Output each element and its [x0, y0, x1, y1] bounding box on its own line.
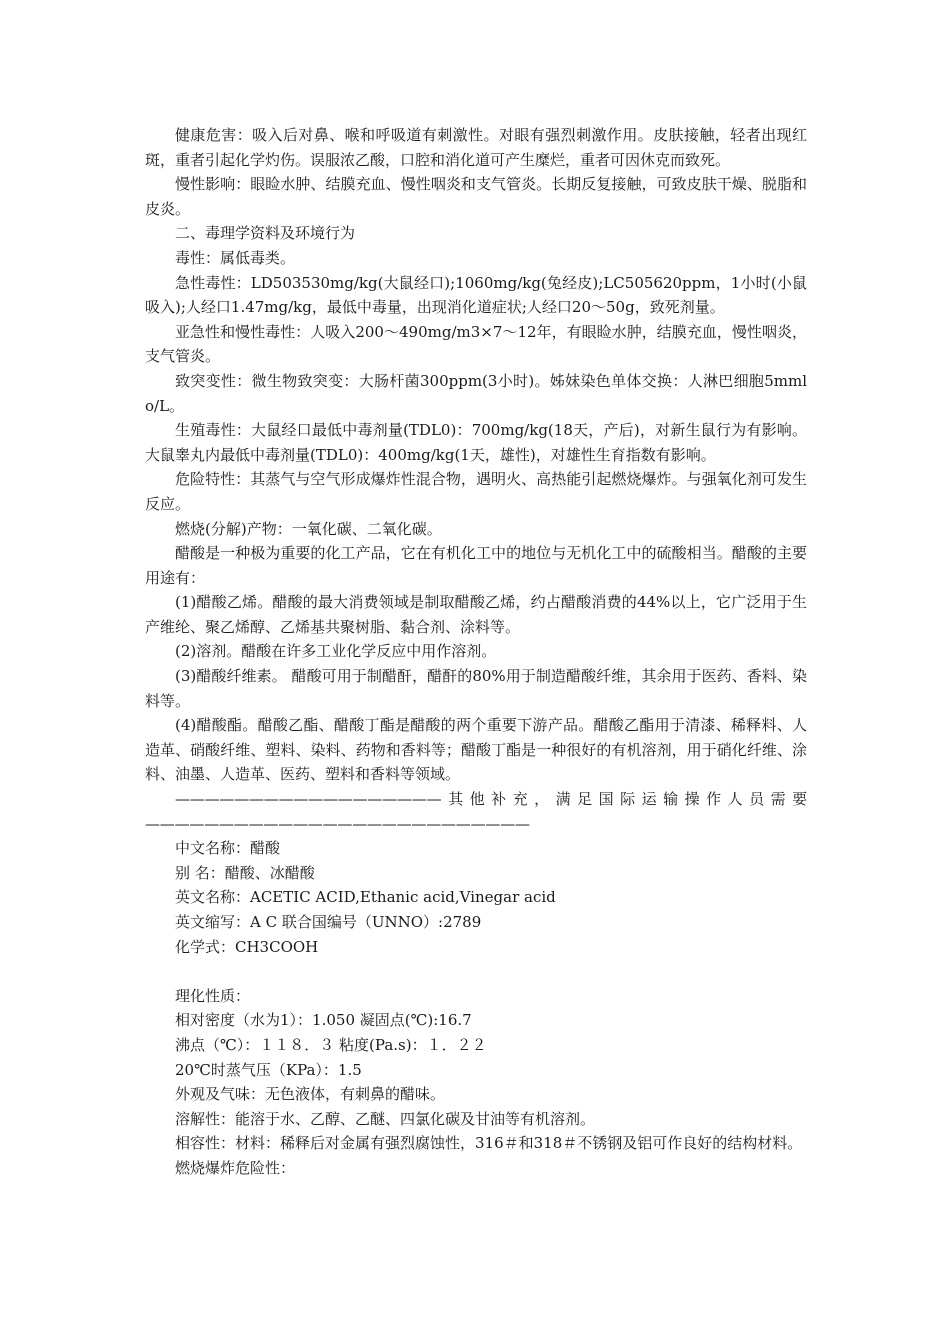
boiling-point-line: 沸点（℃）：１１８．３ 粘度(Pa.s)：１．２２: [175, 1035, 487, 1054]
use-acetate-esters-paragraph: (4)醋酸酯。醋酸乙酯、醋酸丁酯是醋酸的两个重要下游产品。醋酸乙酯用于清漆、稀释料、人造革、硝酸纤维、塑料、染料、药物和香料等；醋酸丁酯是一种很好的有机溶剂，用于硝化纤维、涂料、油墨、人造革、医药、塑料和香料等领域。: [145, 716, 807, 784]
acute-toxicity-paragraph: 急性毒性：LD503530mg/kg(大鼠经口);1060mg/kg(兔经皮);LC505620ppm，1小时(小鼠吸入);人经口1.47mg/kg，最低中毒量，出现消化道症状;人经口20～50g，致死剂量。: [145, 273, 807, 317]
uses-intro-paragraph: 醋酸是一种极为重要的化工产品，它在有机化工中的地位与无机化工中的硫酸相当。醋酸的主要用途有：: [145, 544, 807, 587]
compatibility-paragraph: 相容性：材料：稀释后对金属有强烈腐蚀性，316＃和318＃不锈钢及铝可作良好的结构材料。: [175, 1134, 803, 1153]
chemical-formula-line: 化学式：CH3COOH: [175, 937, 319, 956]
health-hazard-paragraph: 健康危害：吸入后对鼻、喉和呼吸道有刺激性。对眼有强烈刺激作用。皮肤接触，轻者出现红斑，重者引起化学灼伤。误服浓乙酸，口腔和消化道可产生糜烂，重者可因休克而致死。: [145, 126, 807, 169]
toxicity-paragraph: 毒性：属低毒类。: [175, 248, 296, 267]
blank-line: [145, 959, 807, 984]
use-vinyl-acetate-paragraph: (1)醋酸乙烯。醋酸的最大消费领域是制取醋酸乙烯，约占醋酸消费的44%以上，它广泛用于生产维纶、聚乙烯醇、乙烯基共聚树脂、黏合剂、涂料等。: [145, 593, 807, 636]
density-line: 相对密度（水为1）：1.050 凝固点(℃):16.7: [175, 1011, 472, 1030]
hazard-characteristics-paragraph: 危险特性：其蒸气与空气形成爆炸性混合物，遇明火、高热能引起燃烧爆炸。与强氧化剂可发生反应。: [145, 470, 807, 513]
subacute-toxicity-paragraph: 亚急性和慢性毒性：人吸入200～490mg/m3×7～12年，有眼睑水肿，结膜充血，慢性咽炎，支气管炎。: [145, 322, 807, 366]
chronic-effects-paragraph: 慢性影响：眼睑水肿、结膜充血、慢性咽炎和支气管炎。长期反复接触，可致皮肤干燥、脱脂和皮炎。: [145, 175, 807, 218]
chinese-name-line: 中文名称：醋酸: [175, 839, 281, 858]
appearance-line: 外观及气味：无色液体，有刺鼻的醋味。: [175, 1085, 446, 1104]
physicochemical-heading: 理化性质：: [175, 986, 251, 1005]
english-name-line: 英文名称：ACETIC ACID,Ethanic acid,Vinegar acid: [175, 888, 556, 907]
section-separator: ——————————————————其他补充，满足国际运输操作人员需要——————————————————————————: [145, 790, 807, 833]
reproductive-toxicity-paragraph: 生殖毒性：大鼠经口最低中毒剂量(TDL0)：700mg/kg(18天，产后)，对新生鼠行为有影响。大鼠睾丸内最低中毒剂量(TDL0)：400mg/kg(1天，雄性)，对雄性生育指数有影响。: [145, 421, 807, 464]
english-abbr-line: 英文缩写：A C 联合国编号（UNNO）:2789: [175, 913, 482, 931]
mutagenicity-paragraph: 致突变性：微生物致突变：大肠杆菌300ppm(3小时)。姊妹染色单体交换：人淋巴细胞5mmlo/L。: [145, 371, 807, 415]
alias-line: 别 名：醋酸、冰醋酸: [175, 863, 315, 882]
vapor-pressure-line: 20℃时蒸气压（KPa）：1.5: [175, 1060, 362, 1079]
combustion-products-paragraph: 燃烧(分解)产物：一氧化碳、二氧化碳。: [175, 519, 442, 538]
section-heading-toxicology: 二、毒理学资料及环境行为: [175, 224, 356, 243]
fire-explosion-heading: 燃烧爆炸危险性：: [175, 1158, 296, 1177]
use-cellulose-acetate-paragraph: (3)醋酸纤维素。 醋酸可用于制醋酐，醋酐的80%用于制造醋酸纤维，其余用于医药、香料、染料等。: [145, 667, 807, 710]
document-page: [145, 123, 807, 1181]
use-solvent-paragraph: (2)溶剂。醋酸在许多工业化学反应中用作溶剂。: [175, 642, 497, 661]
solubility-line: 溶解性：能溶于水、乙醇、乙醚、四氯化碳及甘油等有机溶剂。: [175, 1109, 596, 1128]
